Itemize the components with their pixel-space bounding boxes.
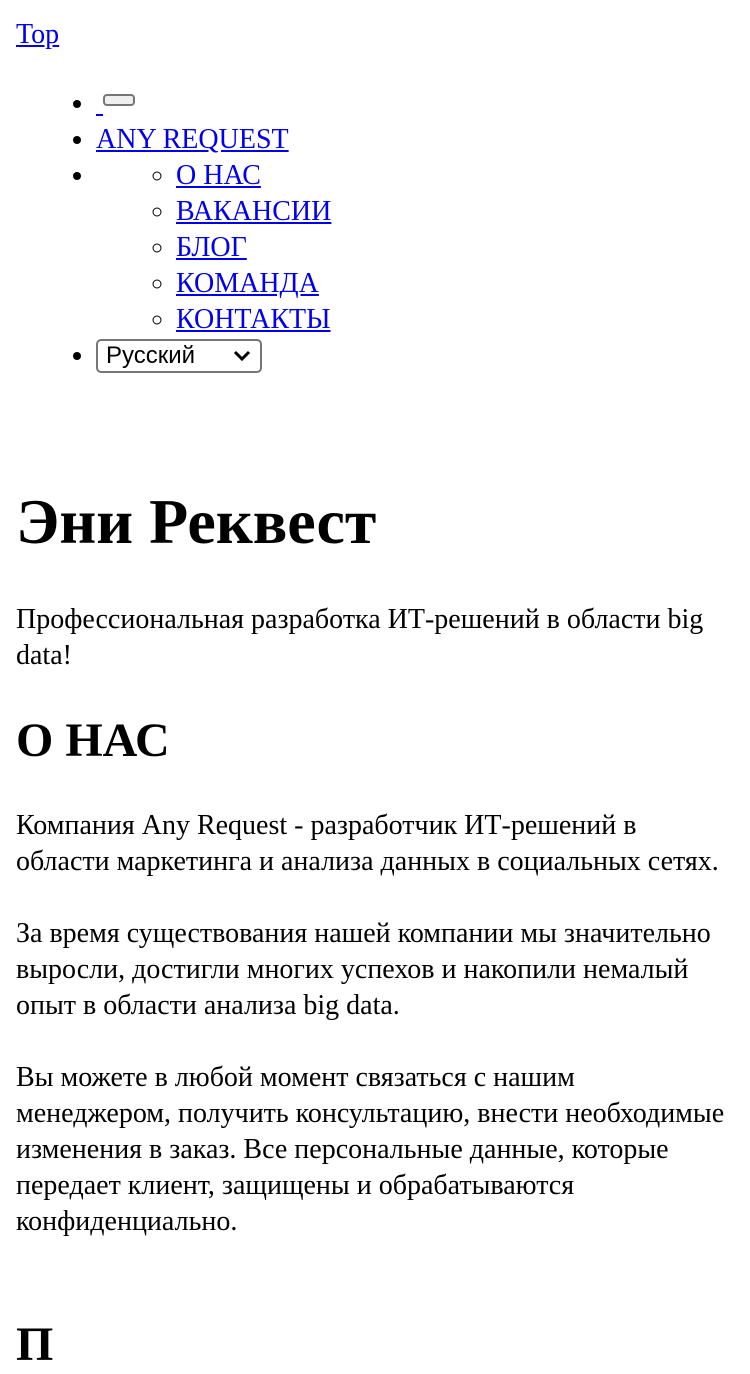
nav-link-team[interactable]: КОМАНДА	[176, 268, 319, 299]
nav-link-vacancies[interactable]: ВАКАНСИИ	[176, 196, 332, 227]
nav-link-contacts[interactable]: КОНТАКТЫ	[176, 304, 331, 335]
sub-nav-item	[176, 302, 331, 338]
menu-toggle-icon[interactable]	[103, 94, 135, 106]
about-heading: О НАС	[16, 714, 170, 767]
top-link[interactable]: Top	[16, 19, 60, 50]
sub-nav-item	[176, 230, 331, 266]
hero-tagline: Профессиональная разработка ИТ-решений в области big data!	[16, 604, 704, 671]
nav-item-toggle	[96, 86, 331, 122]
nav-item-submenu	[96, 158, 331, 338]
main-navigation	[16, 86, 331, 375]
sub-navigation	[96, 158, 331, 338]
next-section-heading: П	[16, 1318, 54, 1371]
menu-toggle-link[interactable]	[96, 88, 135, 119]
about-section-body	[16, 808, 734, 1276]
language-selected-value: • Русский	[106, 341, 196, 369]
nav-link-blog[interactable]: БЛОГ	[176, 232, 247, 263]
sub-nav-item	[176, 158, 331, 194]
nav-item-language	[96, 338, 331, 375]
nav-item-brand	[96, 122, 331, 158]
sub-nav-item	[176, 266, 331, 302]
sub-nav-item	[176, 194, 331, 230]
page-title: Эни Реквест	[16, 486, 377, 557]
about-paragraph: За время существования нашей компании мы значительно выросли, достигли многих успехов и накопили немалый опыт в области анализа big data.	[16, 918, 711, 1021]
chevron-down-icon	[232, 349, 252, 363]
about-paragraph: Компания Any Request - разработчик ИТ-решений в области маркетинга и анализа данных в социальных сетях.	[16, 810, 719, 877]
language-select[interactable]	[96, 339, 262, 373]
about-paragraph: Вы можете в любой момент связаться с нашим менеджером, получить консультацию, внести необходимые изменения в заказ. Все персональные данные, которые передает клиент, защищены и обрабатываются конфиденциально.	[16, 1062, 725, 1237]
nav-link-about[interactable]: О НАС	[176, 160, 261, 191]
brand-link[interactable]: ANY REQUEST	[96, 124, 289, 155]
